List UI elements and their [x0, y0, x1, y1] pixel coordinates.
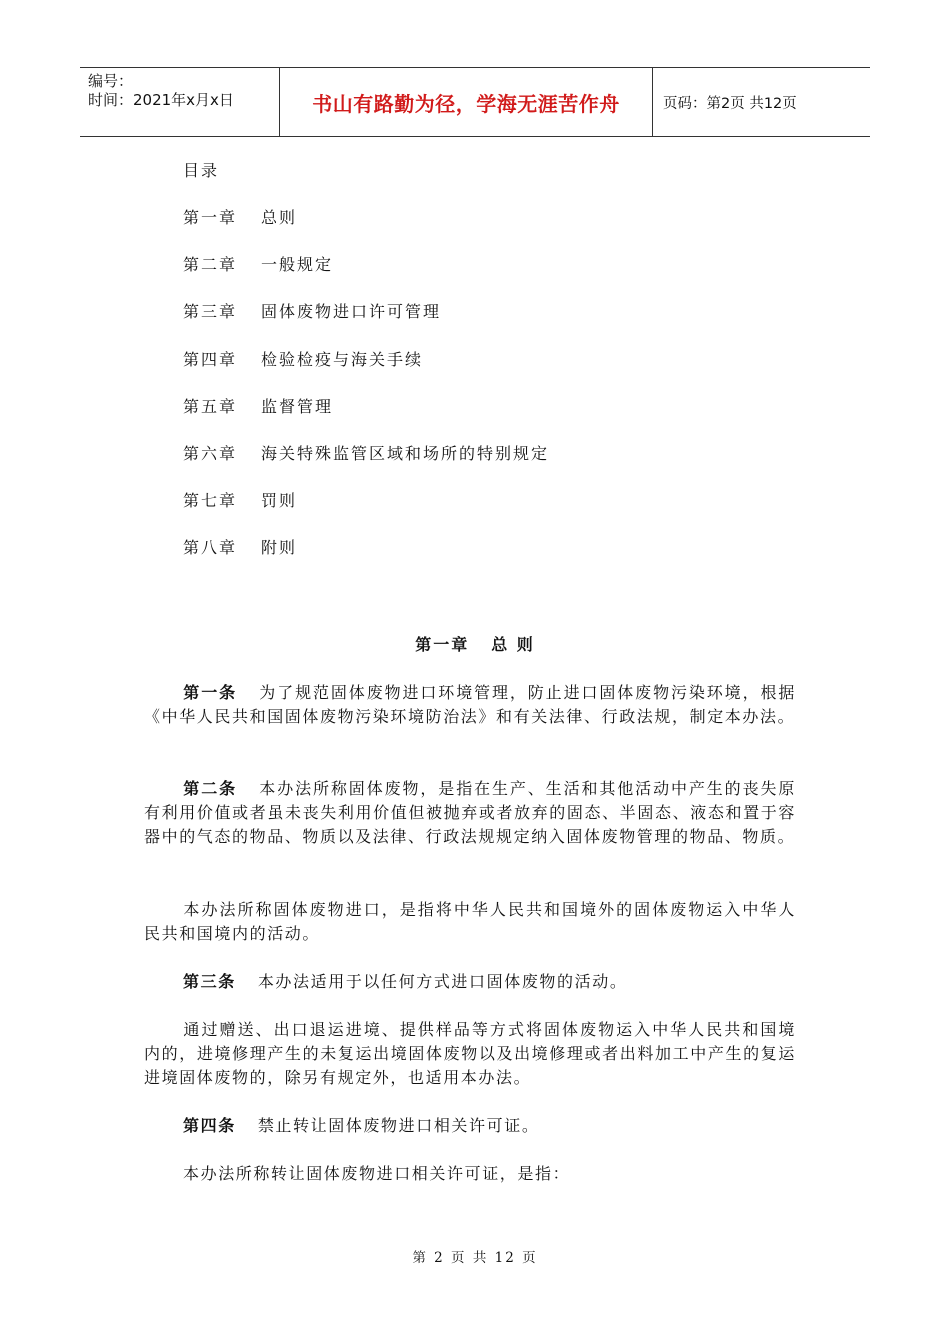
toc-item-number: 第三章 — [183, 302, 238, 322]
table-of-contents — [183, 158, 549, 583]
article-2-paragraph-2 — [144, 898, 796, 946]
article-4-paragraph-2 — [144, 1162, 796, 1186]
article-text: 本办法所称固体废物，是指在生产、生活和其他活动中产生的丧失原有利用价值或者虽未丧失利用价值但被抛弃或者放弃的固态、半固态、液态和置于容器中的气态的物品、物质以及法律、行政法规规定纳入固体废物管理的物品、物质。 — [144, 779, 796, 846]
chapter-number: 第一章 — [415, 635, 470, 654]
toc-item — [183, 205, 549, 252]
toc-item — [183, 394, 549, 441]
page-footer: 第 2 页 共 12 页 — [412, 1250, 538, 1266]
toc-item — [183, 347, 549, 394]
toc-item-name: 一般规定 — [261, 255, 334, 275]
toc-item-number: 第八章 — [183, 538, 238, 558]
article-label: 第四条 — [183, 1116, 236, 1135]
article-text: 为了规范固体废物进口环境管理，防止进口固体废物污染环境，根据《中华人民共和国固体废物污染环境防治法》和有关法律、行政法规，制定本办法。 — [144, 683, 796, 726]
header-number-label: 编号： — [88, 72, 134, 90]
article-4 — [144, 1114, 796, 1138]
toc-item — [183, 252, 549, 299]
article-3 — [144, 970, 796, 994]
header-page-label: 页码：第2页 共12页 — [663, 95, 797, 112]
toc-item — [183, 488, 549, 535]
article-3-paragraph-2 — [144, 1018, 796, 1090]
toc-item-name: 附则 — [261, 538, 298, 558]
document-header — [80, 67, 870, 137]
article-label: 第二条 — [183, 779, 237, 798]
paragraph-text: 本办法所称转让固体废物进口相关许可证，是指： — [183, 1164, 571, 1183]
header-motto: 书山有路勤为径，学海无涯苦作舟 — [280, 68, 653, 136]
toc-item-number: 第四章 — [183, 349, 238, 369]
toc-item-name: 监督管理 — [261, 396, 334, 416]
toc-item-name: 罚则 — [261, 491, 298, 511]
paragraph-text: 本办法所称固体废物进口，是指将中华人民共和国境外的固体废物运入中华人民共和国境内的活动。 — [144, 900, 796, 943]
toc-item-number: 第一章 — [183, 208, 238, 227]
header-time-label: 时间：2021年x月x日 — [88, 91, 234, 109]
article-label: 第一条 — [183, 683, 237, 702]
article-1 — [144, 681, 796, 729]
toc-item-name: 检验检疫与海关手续 — [261, 349, 424, 369]
chapter-name: 总 则 — [491, 635, 535, 654]
toc-title: 目录 — [183, 161, 220, 180]
paragraph-text: 通过赠送、出口退运进境、提供样品等方式将固体废物运入中华人民共和国境内的，进境修理产生的未复运出境固体废物以及出境修理或者出料加工中产生的复运进境固体废物的，除另有规定外，也适用本办法。 — [144, 1020, 796, 1087]
toc-item-name: 海关特殊监管区域和场所的特别规定 — [261, 443, 550, 463]
article-label: 第三条 — [183, 972, 236, 991]
article-text: 禁止转让固体废物进口相关许可证。 — [257, 1116, 540, 1135]
toc-item-number: 第二章 — [183, 255, 238, 275]
article-text: 本办法适用于以任何方式进口固体废物的活动。 — [257, 972, 628, 991]
toc-item — [183, 535, 549, 582]
toc-item — [183, 441, 549, 488]
toc-item — [183, 299, 549, 346]
article-2 — [144, 777, 796, 849]
toc-item-number: 第六章 — [183, 443, 238, 463]
chapter-title — [0, 632, 950, 655]
toc-item-number: 第七章 — [183, 491, 238, 511]
header-meta — [80, 68, 280, 136]
toc-item-name: 总则 — [261, 208, 298, 227]
toc-item-number: 第五章 — [183, 396, 238, 416]
toc-item-name: 固体废物进口许可管理 — [261, 302, 442, 322]
